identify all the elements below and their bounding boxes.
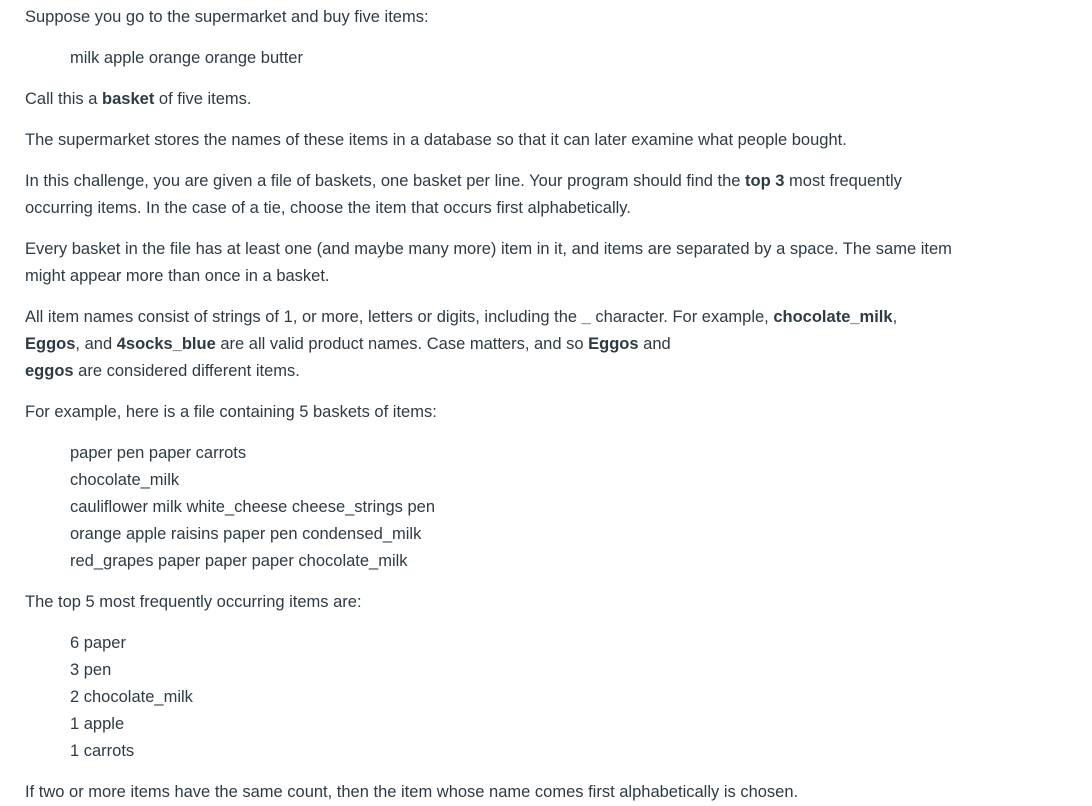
top5-intro: The top 5 most frequently occurring items are: <box>25 593 362 611</box>
intro-line: Suppose you go to the supermarket and buy five items: <box>25 8 429 26</box>
text: of five items. <box>154 90 252 108</box>
top-item: 1 carrots <box>70 742 135 760</box>
example-name: 4socks_blue <box>116 335 216 353</box>
basket-line: orange apple raisins paper pen condensed_milk <box>70 525 422 543</box>
text: , <box>892 308 898 326</box>
every-basket-paragraph: Every basket in the file has at least one (and maybe many more) item in it, and items are separated by a space. The same item might appear more than once in a basket. <box>25 240 952 285</box>
text: and <box>638 335 671 353</box>
example-name: Eggos <box>588 335 639 353</box>
example-name: eggos <box>25 362 74 380</box>
top-items-list <box>25 630 1092 765</box>
top-item: 6 paper <box>70 634 126 652</box>
example-basket: milk apple orange orange butter <box>70 49 303 67</box>
top-item: 3 pen <box>70 661 112 679</box>
underscore-char: _ <box>581 308 591 326</box>
example-name: Eggos <box>25 335 76 353</box>
text: character. For example, <box>590 308 774 326</box>
tie-rule-paragraph: If two or more items have the same count, then the item whose name comes first alphabetically is chosen. <box>25 783 799 801</box>
example-basket-block <box>25 45 1092 72</box>
challenge-paragraph <box>25 168 965 222</box>
baskets-list <box>25 440 1092 575</box>
basket-line: cauliflower milk white_cheese cheese_strings pen <box>70 498 436 516</box>
basket-term: basket <box>102 90 155 108</box>
basket-definition <box>25 86 965 113</box>
top-item: 1 apple <box>70 715 125 733</box>
text: In this challenge, you are given a file of baskets, one basket per line. Your program should find the <box>25 172 746 190</box>
text: are considered different items. <box>73 362 300 380</box>
text: , and <box>75 335 117 353</box>
database-paragraph: The supermarket stores the names of these items in a database so that it can later examine what people bought. <box>25 131 847 149</box>
basket-line: chocolate_milk <box>70 471 180 489</box>
top3-term: top 3 <box>745 172 785 190</box>
top-item: 2 chocolate_milk <box>70 688 193 706</box>
text: most frequently occurring items. In the case of a tie, choose the item that occurs first alphabetically. <box>25 172 902 217</box>
text: Call this a <box>25 90 103 108</box>
example-file-intro: For example, here is a file containing 5 baskets of items: <box>25 403 437 421</box>
example-name: chocolate_milk <box>773 308 893 326</box>
text: are all valid product names. Case matters, and so <box>215 335 589 353</box>
basket-line: paper pen paper carrots <box>70 444 247 462</box>
item-names-paragraph <box>25 304 955 385</box>
text: All item names consist of strings of 1, or more, letters or digits, including the <box>25 308 582 326</box>
basket-line: red_grapes paper paper paper chocolate_milk <box>70 552 408 570</box>
